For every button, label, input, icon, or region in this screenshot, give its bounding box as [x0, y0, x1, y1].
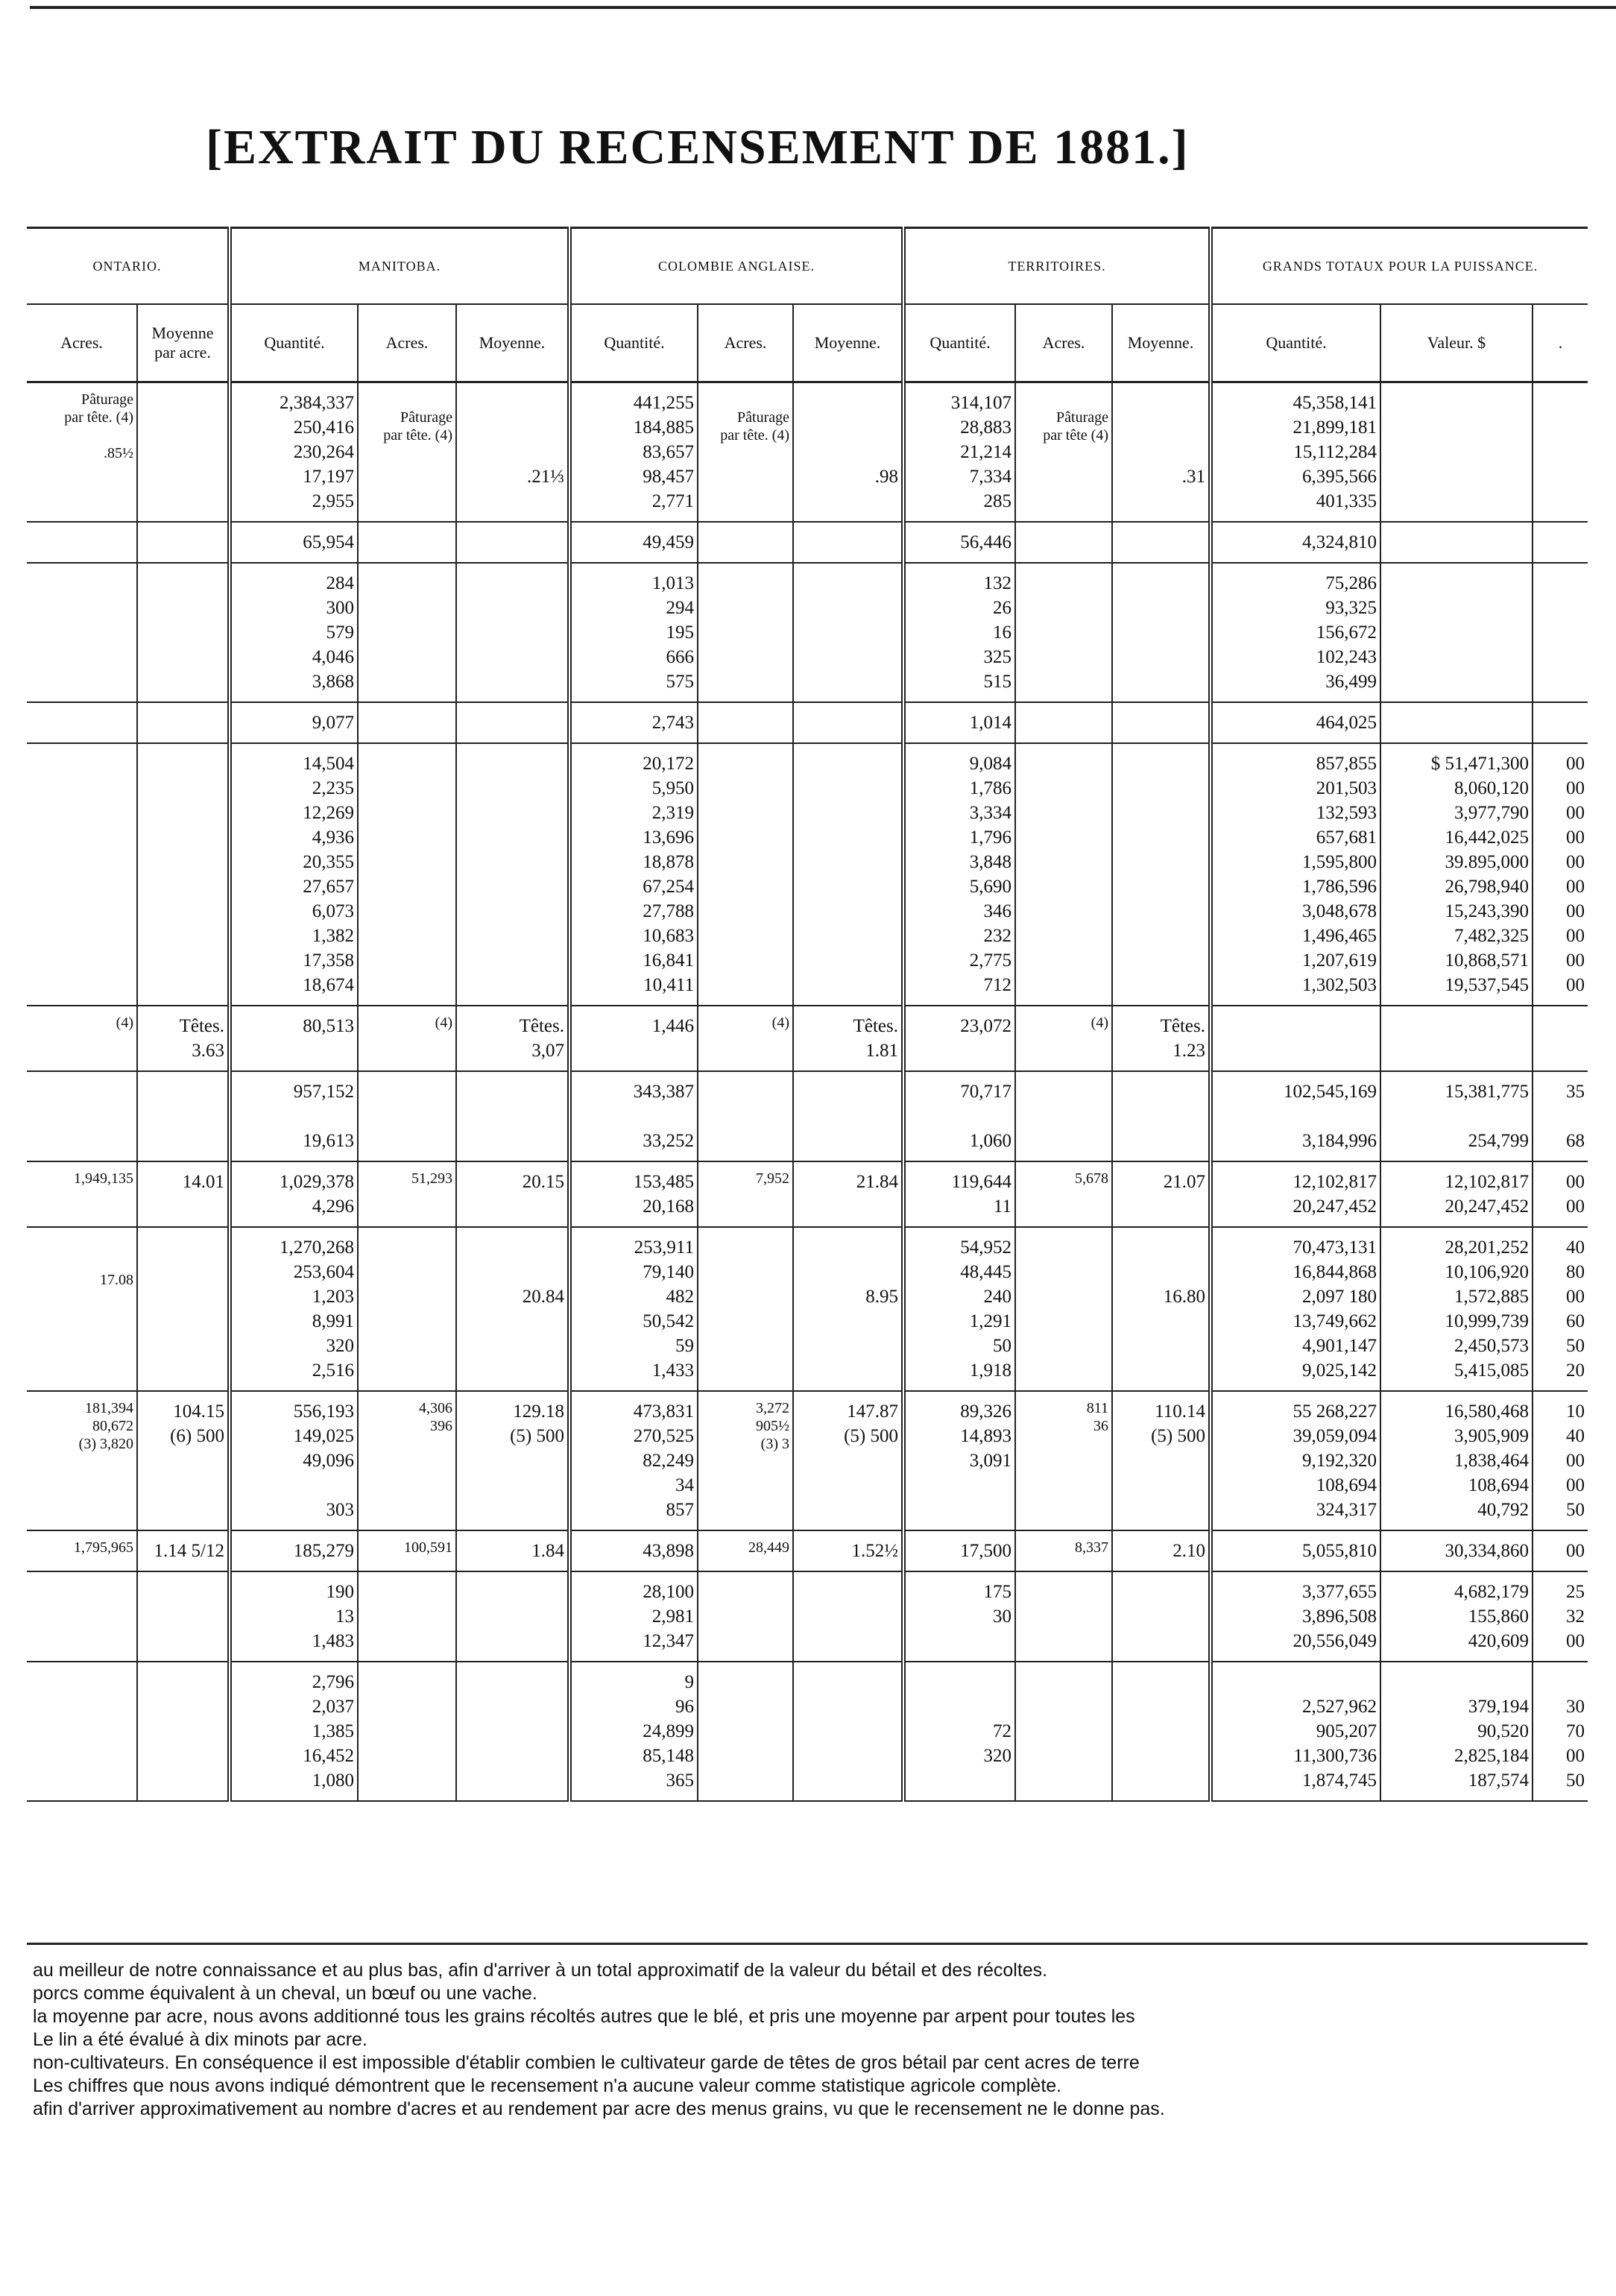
cell-man-m — [456, 1571, 569, 1662]
cell-ter-q: 175 30 — [903, 1571, 1015, 1662]
cell-col-m — [793, 1071, 903, 1161]
cell-col-m: 8.95 — [793, 1227, 903, 1391]
cell-man-m — [456, 1071, 569, 1161]
cell-tot-q: 70,473,131 16,844,868 2,097 180 13,749,662 4,901,147 9,025,142 — [1211, 1227, 1380, 1391]
cell-ont-m — [137, 563, 230, 702]
cell-ter-a — [1015, 563, 1112, 702]
cell-ter-m: 2.10 — [1112, 1530, 1211, 1571]
cell-ter-a: 5,678 — [1015, 1161, 1112, 1227]
cell-ter-q: 17,500 — [903, 1530, 1015, 1571]
cell-col-q: 2,743 — [569, 702, 698, 743]
cell-man-a — [358, 702, 456, 743]
page-title: [EXTRAIT DU RECENSEMENT DE 1881.] — [206, 120, 1190, 174]
cell-man-m: 1.84 — [456, 1530, 569, 1571]
cell-ont-a: 1,949,135 — [27, 1161, 137, 1227]
cell-col-a — [698, 1071, 793, 1161]
cell-man-m: 20.15 — [456, 1161, 569, 1227]
cell-man-q: 2,384,337 250,416 230,264 17,197 2,955 — [230, 383, 358, 522]
cell-tot-v: 16,580,468 3,905,909 1,838,464 108,694 40,792 — [1380, 1391, 1533, 1530]
cell-tot-c: 00 — [1533, 1530, 1588, 1571]
cell-col-q: 153,485 20,168 — [569, 1161, 698, 1227]
cell-ter-a — [1015, 1571, 1112, 1662]
cell-col-q: 343,387 33,252 — [569, 1071, 698, 1161]
cell-man-q: 65,954 — [230, 522, 358, 563]
cell-man-m — [456, 563, 569, 702]
cell-ter-q: 314,107 28,883 21,214 7,334 285 — [903, 383, 1015, 522]
cell-man-a: Pâturage par tête. (4) — [358, 383, 456, 522]
table-row — [27, 1571, 1588, 1662]
cell-man-a — [358, 522, 456, 563]
col-ont-acres: Acres. — [27, 304, 137, 382]
cell-col-a: 7,952 — [698, 1161, 793, 1227]
cell-tot-v: 379,194 90,520 2,825,184 187,574 — [1380, 1662, 1533, 1801]
cell-man-a: (4) — [358, 1006, 456, 1071]
cell-col-q: 441,255 184,885 83,657 98,457 2,771 — [569, 383, 698, 522]
cell-col-m — [793, 743, 903, 1006]
cell-man-a — [358, 1662, 456, 1801]
cell-tot-c — [1533, 522, 1588, 563]
cell-ont-a: Pâturage par tête. (4) .85½ — [27, 383, 137, 522]
col-tot-quantite: Quantité. — [1211, 304, 1380, 382]
cell-ont-a — [27, 1662, 137, 1801]
table-row — [27, 1662, 1588, 1801]
cell-col-m — [793, 1571, 903, 1662]
cell-ont-a — [27, 522, 137, 563]
cell-ter-m: 21.07 — [1112, 1161, 1211, 1227]
cell-tot-v: 15,381,775 254,799 — [1380, 1071, 1533, 1161]
cell-man-q: 9,077 — [230, 702, 358, 743]
table-row — [27, 743, 1588, 1006]
cell-man-q: 284 300 579 4,046 3,868 — [230, 563, 358, 702]
col-col-acres: Acres. — [698, 304, 793, 382]
table-row — [27, 1227, 1588, 1391]
cell-tot-c: 25 32 00 — [1533, 1571, 1588, 1662]
cell-tot-q: 55 268,227 39,059,094 9,192,320 108,694 324,317 — [1211, 1391, 1380, 1530]
group-manitoba: MANITOBA. — [230, 228, 569, 305]
cell-man-a: 4,306 396 — [358, 1391, 456, 1530]
col-col-quantite: Quantité. — [569, 304, 698, 382]
cell-ter-m — [1112, 1071, 1211, 1161]
table-row — [27, 702, 1588, 743]
cell-col-q: 253,911 79,140 482 50,542 59 1,433 — [569, 1227, 698, 1391]
cell-tot-v: 4,682,179 155,860 420,609 — [1380, 1571, 1533, 1662]
footnote-line: Le lin a été évalué à dix minots par acre. — [33, 2029, 367, 2050]
cell-tot-q: 464,025 — [1211, 702, 1380, 743]
cell-tot-q: 5,055,810 — [1211, 1530, 1380, 1571]
cell-man-a — [358, 1571, 456, 1662]
cell-ont-m — [137, 1227, 230, 1391]
cell-man-q: 185,279 — [230, 1530, 358, 1571]
bottom-rule — [27, 1943, 1588, 1945]
cell-man-m — [456, 1662, 569, 1801]
cell-ont-m — [137, 522, 230, 563]
census-body-table — [27, 383, 1588, 1802]
cell-tot-q — [1211, 1006, 1380, 1071]
cell-man-m — [456, 522, 569, 563]
cell-ter-a — [1015, 743, 1112, 1006]
cell-ter-q: 54,952 48,445 240 1,291 50 1,918 — [903, 1227, 1015, 1391]
cell-ter-q: 119,644 11 — [903, 1161, 1015, 1227]
cell-tot-c — [1533, 563, 1588, 702]
cell-col-q: 43,898 — [569, 1530, 698, 1571]
cell-ter-a — [1015, 1071, 1112, 1161]
cell-ter-a — [1015, 1662, 1112, 1801]
cell-ter-m — [1112, 702, 1211, 743]
cell-man-q: 957,152 19,613 — [230, 1071, 358, 1161]
cell-tot-q: 857,855 201,503 132,593 657,681 1,595,800 1,786,596 3,048,678 1,496,465 1,207,619 1,302,503 — [1211, 743, 1380, 1006]
cell-col-a — [698, 743, 793, 1006]
cell-man-q: 1,029,378 4,296 — [230, 1161, 358, 1227]
cell-ont-m: 104.15 (6) 500 — [137, 1391, 230, 1530]
cell-ont-a — [27, 702, 137, 743]
cell-ter-m: Têtes. 1.23 — [1112, 1006, 1211, 1071]
footnotes — [33, 1959, 1591, 2121]
cell-ont-m — [137, 1071, 230, 1161]
cell-ont-m — [137, 383, 230, 522]
col-ter-quantite: Quantité. — [903, 304, 1015, 382]
cell-man-q: 1,270,268 253,604 1,203 8,991 320 2,516 — [230, 1227, 358, 1391]
column-header-row — [27, 304, 1588, 382]
cell-col-q: 1,446 — [569, 1006, 698, 1071]
cell-man-a — [358, 563, 456, 702]
cell-tot-v — [1380, 522, 1533, 563]
cell-ter-m: 110.14 (5) 500 — [1112, 1391, 1211, 1530]
cell-ter-q: 9,084 1,786 3,334 1,796 3,848 5,690 346 232 2,775 712 — [903, 743, 1015, 1006]
footnote-line: la moyenne par acre, nous avons additionné tous les grains récoltés autres que le blé, et pris une moyenne par arpent pour toutes les — [33, 2006, 1135, 2027]
footnote-line: porcs comme équivalent à un cheval, un bœuf ou une vache. — [33, 1983, 537, 2004]
cell-ter-q: 89,326 14,893 3,091 — [903, 1391, 1015, 1530]
table-row — [27, 563, 1588, 702]
cell-col-m: 147.87 (5) 500 — [793, 1391, 903, 1530]
cell-ter-q: 23,072 — [903, 1006, 1015, 1071]
cell-tot-q: 2,527,962 905,207 11,300,736 1,874,745 — [1211, 1662, 1380, 1801]
cell-col-m: .98 — [793, 383, 903, 522]
cell-man-q: 14,504 2,235 12,269 4,936 20,355 27,657 6,073 1,382 17,358 18,674 — [230, 743, 358, 1006]
col-tot-valeur: Valeur. $ — [1380, 304, 1533, 382]
cell-tot-v: 28,201,252 10,106,920 1,572,885 10,999,739 2,450,573 5,415,085 — [1380, 1227, 1533, 1391]
cell-ter-a: (4) — [1015, 1006, 1112, 1071]
cell-col-a: Pâturage par tête. (4) — [698, 383, 793, 522]
cell-tot-v — [1380, 383, 1533, 522]
cell-tot-q: 4,324,810 — [1211, 522, 1380, 563]
cell-man-q: 80,513 — [230, 1006, 358, 1071]
cell-ter-m — [1112, 743, 1211, 1006]
col-ont-moyenne: Moyenne par acre. — [137, 304, 230, 382]
cell-col-a — [698, 1662, 793, 1801]
cell-ter-m — [1112, 1662, 1211, 1801]
cell-man-a — [358, 743, 456, 1006]
cell-ter-q: 56,446 — [903, 522, 1015, 563]
footnote-line: afin d'arriver approximativement au nombre d'acres et au rendement par acre des menus grains, vu que le recensement ne le donne pas. — [33, 2098, 1165, 2119]
cell-man-a — [358, 1227, 456, 1391]
cell-col-m — [793, 522, 903, 563]
cell-col-a: 28,449 — [698, 1530, 793, 1571]
cell-ter-m: .31 — [1112, 383, 1211, 522]
cell-ont-m: 1.14 5/12 — [137, 1530, 230, 1571]
cell-man-q: 190 13 1,483 — [230, 1571, 358, 1662]
cell-ter-m: 16.80 — [1112, 1227, 1211, 1391]
cell-ont-a: 17.08 — [27, 1227, 137, 1391]
cell-man-a: 51,293 — [358, 1161, 456, 1227]
cell-tot-c — [1533, 702, 1588, 743]
group-colombie: COLOMBIE ANGLAISE. — [569, 228, 903, 305]
cell-col-m — [793, 563, 903, 702]
cell-ont-m: 14.01 — [137, 1161, 230, 1227]
cell-ont-m — [137, 702, 230, 743]
cell-ont-a: (4) — [27, 1006, 137, 1071]
cell-ont-m — [137, 743, 230, 1006]
group-grands-totaux: GRANDS TOTAUX POUR LA PUISSANCE. — [1211, 228, 1588, 305]
census-table-wrapper — [27, 227, 1588, 1802]
cell-ont-m: Têtes. 3.63 — [137, 1006, 230, 1071]
cell-tot-c: 40 80 00 60 50 20 — [1533, 1227, 1588, 1391]
cell-col-m: Têtes. 1.81 — [793, 1006, 903, 1071]
cell-col-a: (4) — [698, 1006, 793, 1071]
cell-col-m — [793, 1662, 903, 1801]
footnote-line: Les chiffres que nous avons indiqué démontrent que le recensement n'a aucune valeur comme statistique agricole complète. — [33, 2075, 1062, 2096]
cell-col-a — [698, 1227, 793, 1391]
group-ontario: ONTARIO. — [27, 228, 230, 305]
cell-col-m: 1.52½ — [793, 1530, 903, 1571]
cell-ter-a — [1015, 1227, 1112, 1391]
table-row — [27, 1391, 1588, 1530]
top-rule — [30, 6, 1616, 9]
cell-col-a — [698, 1571, 793, 1662]
cell-ont-a — [27, 563, 137, 702]
cell-col-q: 473,831 270,525 82,249 34 857 — [569, 1391, 698, 1530]
table-row — [27, 383, 1588, 522]
cell-tot-v — [1380, 702, 1533, 743]
table-row — [27, 1071, 1588, 1161]
cell-tot-q: 3,377,655 3,896,508 20,556,049 — [1211, 1571, 1380, 1662]
group-header-row — [27, 228, 1588, 305]
cell-man-a — [358, 1071, 456, 1161]
cell-col-q: 1,013 294 195 666 575 — [569, 563, 698, 702]
table-row — [27, 1006, 1588, 1071]
cell-col-m — [793, 702, 903, 743]
cell-col-q: 49,459 — [569, 522, 698, 563]
cell-tot-v — [1380, 1006, 1533, 1071]
cell-man-m: 20.84 — [456, 1227, 569, 1391]
cell-man-m: 129.18 (5) 500 — [456, 1391, 569, 1530]
cell-ter-m — [1112, 522, 1211, 563]
cell-col-a — [698, 522, 793, 563]
cell-tot-c — [1533, 383, 1588, 522]
cell-ont-a — [27, 743, 137, 1006]
col-man-quantite: Quantité. — [230, 304, 358, 382]
cell-ter-q: 1,014 — [903, 702, 1015, 743]
table-row — [27, 1530, 1588, 1571]
col-ter-moyenne: Moyenne. — [1112, 304, 1211, 382]
cell-ont-a: 1,795,965 — [27, 1530, 137, 1571]
census-table — [27, 227, 1588, 383]
cell-ont-a: 181,394 80,672 (3) 3,820 — [27, 1391, 137, 1530]
cell-tot-q: 12,102,817 20,247,452 — [1211, 1161, 1380, 1227]
cell-col-a: 3,272 905½ (3) 3 — [698, 1391, 793, 1530]
cell-tot-v: 30,334,860 — [1380, 1530, 1533, 1571]
col-tot-cents: . — [1533, 304, 1588, 382]
cell-col-a — [698, 702, 793, 743]
cell-tot-q: 102,545,169 3,184,996 — [1211, 1071, 1380, 1161]
cell-tot-c: 35 68 — [1533, 1071, 1588, 1161]
cell-tot-c: 10 40 00 00 50 — [1533, 1391, 1588, 1530]
cell-ter-m — [1112, 1571, 1211, 1662]
col-man-acres: Acres. — [358, 304, 456, 382]
cell-col-q: 28,100 2,981 12,347 — [569, 1571, 698, 1662]
group-territoires: TERRITOIRES. — [903, 228, 1211, 305]
cell-ter-a: Pâturage par tête (4) — [1015, 383, 1112, 522]
cell-ter-a: 811 36 — [1015, 1391, 1112, 1530]
cell-col-q: 20,172 5,950 2,319 13,696 18,878 67,254 27,788 10,683 16,841 10,411 — [569, 743, 698, 1006]
col-ter-acres: Acres. — [1015, 304, 1112, 382]
cell-man-m — [456, 702, 569, 743]
cell-tot-c: 00 00 — [1533, 1161, 1588, 1227]
cell-man-q: 2,796 2,037 1,385 16,452 1,080 — [230, 1662, 358, 1801]
cell-tot-c — [1533, 1006, 1588, 1071]
col-man-moyenne: Moyenne. — [456, 304, 569, 382]
cell-col-m: 21.84 — [793, 1161, 903, 1227]
table-row — [27, 522, 1588, 563]
cell-ter-a: 8,337 — [1015, 1530, 1112, 1571]
cell-ter-q: 72 320 — [903, 1662, 1015, 1801]
cell-ter-m — [1112, 563, 1211, 702]
cell-tot-q: 45,358,141 21,899,181 15,112,284 6,395,566 401,335 — [1211, 383, 1380, 522]
cell-man-m — [456, 743, 569, 1006]
cell-ont-a — [27, 1571, 137, 1662]
cell-ont-m — [137, 1571, 230, 1662]
footnote-line: au meilleur de notre connaissance et au plus bas, afin d'arriver à un total approximatif de la valeur du bétail et des récoltes. — [33, 1960, 1048, 1981]
cell-col-q: 9 96 24,899 85,148 365 — [569, 1662, 698, 1801]
footnote-line: non-cultivateurs. En conséquence il est impossible d'établir combien le cultivateur garde de têtes de gros bétail par cent acres de terre — [33, 2052, 1140, 2073]
cell-ter-a — [1015, 522, 1112, 563]
cell-ter-q: 70,717 1,060 — [903, 1071, 1015, 1161]
cell-man-m: .21⅓ — [456, 383, 569, 522]
table-row — [27, 1161, 1588, 1227]
cell-man-q: 556,193 149,025 49,096 303 — [230, 1391, 358, 1530]
cell-tot-q: 75,286 93,325 156,672 102,243 36,499 — [1211, 563, 1380, 702]
cell-tot-v — [1380, 563, 1533, 702]
cell-tot-c: 30 70 00 50 — [1533, 1662, 1588, 1801]
cell-ont-a — [27, 1071, 137, 1161]
cell-man-m: Têtes. 3,07 — [456, 1006, 569, 1071]
cell-ont-m — [137, 1662, 230, 1801]
col-col-moyenne: Moyenne. — [793, 304, 903, 382]
cell-man-a: 100,591 — [358, 1530, 456, 1571]
cell-tot-v: $ 51,471,300 8,060,120 3,977,790 16,442,025 39.895,000 26,798,940 15,243,390 7,482,325 10,868,571 19,537,545 — [1380, 743, 1533, 1006]
cell-ter-a — [1015, 702, 1112, 743]
cell-ter-q: 132 26 16 325 515 — [903, 563, 1015, 702]
cell-tot-c: 00 00 00 00 00 00 00 00 00 00 — [1533, 743, 1588, 1006]
cell-tot-v: 12,102,817 20,247,452 — [1380, 1161, 1533, 1227]
cell-col-a — [698, 563, 793, 702]
